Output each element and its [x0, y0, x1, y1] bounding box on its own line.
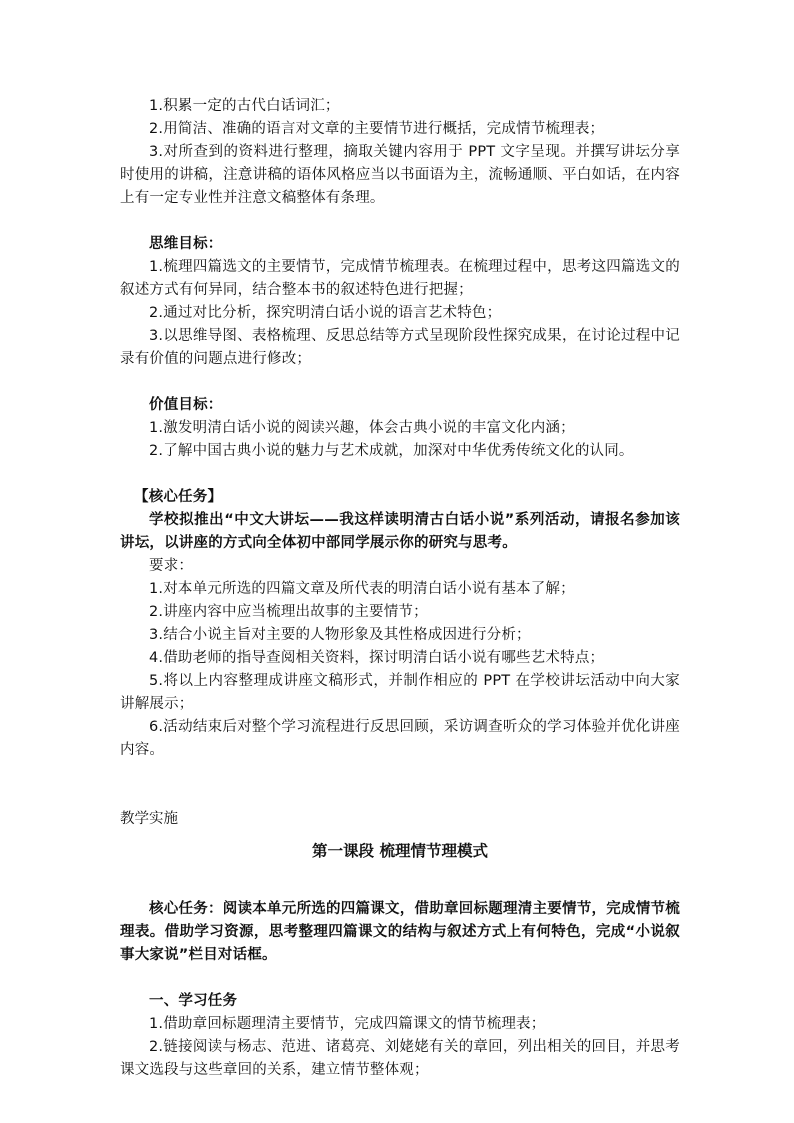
document-page	[120, 95, 680, 1082]
value-goals-heading: 价值目标：	[149, 397, 223, 413]
value-goal-1: 1.激发明清白话小说的阅读兴趣，体会古典小说的丰富文化内涵；	[149, 420, 575, 436]
goal-item-1: 1.积累一定的古代白话词汇；	[149, 98, 340, 114]
requirement-4: 4.借助老师的指导查阅相关资料，探讨明清白话小说有哪些艺术特点；	[149, 650, 605, 666]
thinking-goals-heading: 思维目标：	[149, 236, 223, 252]
core-task-text: 学校拟推出“中文大讲坛——我这样读明清古白话小说”系列活动，请报名参加该讲坛，以讲座的方式向全体初中部同学展示你的研究与思考。	[120, 512, 680, 551]
goal-item-2: 2.用简洁、准确的语言对文章的主要情节进行概括，完成情节梳理表；	[149, 121, 605, 137]
requirements-label: 要求：	[149, 558, 194, 574]
requirement-3: 3.结合小说主旨对主要的人物形象及其性格成因进行分析；	[149, 627, 531, 643]
requirement-2: 2.讲座内容中应当梳理出故事的主要情节；	[149, 604, 428, 620]
goal-item-3: 3.对所查到的资料进行整理，摘取关键内容用于 PPT 文字呈现。并撰写讲坛分享时使用的讲稿，注意讲稿的语体风格应当以书面语为主，流畅通顺、平白如话，在内容上有一定专业性并注意文稿整体有条理。	[120, 144, 680, 206]
requirement-1: 1.对本单元所选的四篇文章及所代表的明清白话小说有基本了解；	[149, 581, 575, 597]
thinking-goal-3: 3.以思维导图、表格梳理、反思总结等方式呈现阶段性探究成果，在讨论过程中记录有价值的问题点进行修改；	[120, 328, 680, 367]
requirement-6: 6.活动结束后对整个学习流程进行反思回顾，采访调查听众的学习体验并优化讲座内容。	[120, 719, 680, 758]
learning-task-2: 2.链接阅读与杨志、范进、诸葛亮、刘姥姥有关的章回，列出相关的回目，并思考课文选段与这些章回的关系，建立情节整体观；	[120, 1039, 680, 1078]
core-task-heading: 【核心任务】	[134, 489, 223, 505]
lesson-title: 第一课段 梳理情节理模式	[312, 842, 488, 860]
learning-task-1: 1.借助章回标题理清主要情节，完成四篇课文的情节梳理表；	[149, 1016, 546, 1032]
thinking-goal-2: 2.通过对比分析，探究明清白话小说的语言艺术特色；	[149, 305, 502, 321]
value-goal-2: 2.了解中国古典小说的魅力与艺术成就，加深对中华优秀传统文化的认同。	[149, 443, 634, 459]
learning-tasks-heading: 一、学习任务	[149, 993, 238, 1009]
teaching-implementation-label: 教学实施	[120, 811, 178, 827]
thinking-goal-1: 1.梳理四篇选文的主要情节，完成情节梳理表。在梳理过程中，思考这四篇选文的叙述方式有何异同，结合整本书的叙述特色进行把握；	[120, 259, 680, 298]
requirement-5: 5.将以上内容整理成讲座文稿形式，并制作相应的 PPT 在学校讲坛活动中向大家讲解展示；	[120, 673, 680, 712]
lesson-core-task: 核心任务：阅读本单元所选的四篇课文，借助章回标题理清主要情节，完成情节梳理表。借助学习资源，思考整理四篇课文的结构与叙述方式上有何特色，完成“小说叙事大家说”栏目对话框。	[120, 901, 680, 963]
